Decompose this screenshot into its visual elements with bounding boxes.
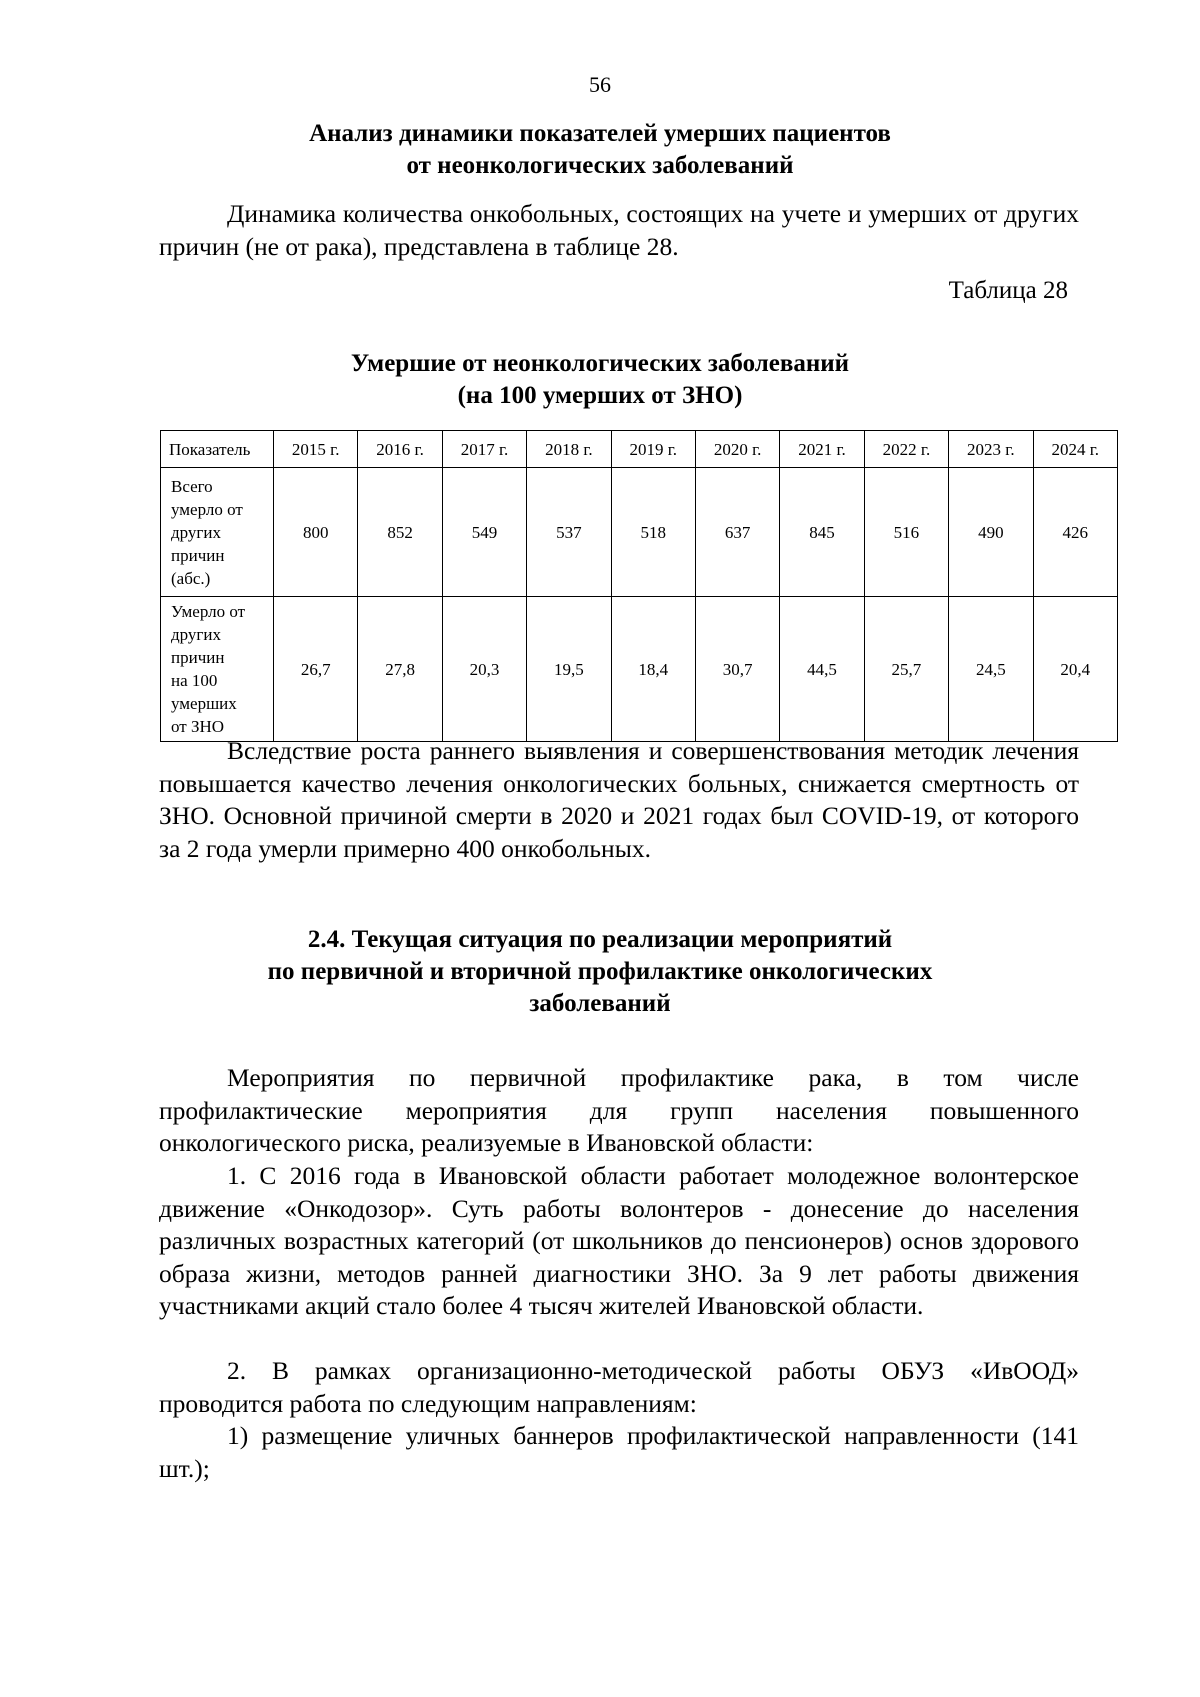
section-title [0,118,1200,182]
table-title-line-2: (на 100 умерших от ЗНО) [457,382,743,409]
cell-absolute-2024: 426 [1033,468,1117,597]
cell-per-100-2021: 44,5 [780,597,864,742]
cell-absolute-2016: 852 [358,468,442,597]
header-cell-2015: 2015 г. [274,431,358,468]
header-cell-2019: 2019 г. [611,431,695,468]
cell-per-100-2022: 25,7 [864,597,948,742]
row-label-line: Умерло от [171,602,246,621]
header-cell-2022: 2022 г. [864,431,948,468]
header-cell-2017: 2017 г. [442,431,526,468]
table-row-per-100 [161,597,1118,742]
row-label-per-100 [161,597,274,742]
cell-per-100-2020: 30,7 [695,597,779,742]
table-title [0,348,1200,412]
sub-item-1: 1) размещение уличных баннеров профилактической направленности (141 шт.); [159,1421,1079,1483]
intro-paragraph: Динамика количества онкобольных, состоящих на учете и умерших от других причин (не от рака), представлена в таблице 28. [159,199,1079,261]
row-label-line: на 100 [171,671,218,690]
cell-absolute-2015: 800 [274,468,358,597]
cell-absolute-2019: 518 [611,468,695,597]
table-row-absolute [161,468,1118,597]
section-title-line-2: от неонкологических заболеваний [406,152,794,179]
row-label-line: причин [171,545,225,565]
header-cell-2024: 2024 г. [1033,431,1117,468]
after-table-paragraph: Вследствие роста раннего выявления и совершенствования методик лечения повышается качество лечения онкологических больных, снижается смертность от ЗНО. Основной причиной смерти в 2020 и 2021 годах был COVID-19, от которого за 2 года умерли примерно 400 онкобольных. [159,736,1079,863]
header-cell-2023: 2023 г. [949,431,1033,468]
header-cell-2020: 2020 г. [695,431,779,468]
data-table [160,430,1118,742]
cell-absolute-2018: 537 [527,468,611,597]
header-cell-2021: 2021 г. [780,431,864,468]
row-label-line: других [171,522,221,542]
section-title-line-1: Анализ динамики показателей умерших пациентов [309,120,891,147]
cell-per-100-2015: 26,7 [274,597,358,742]
header-cell-2018: 2018 г. [527,431,611,468]
section-heading-line-3: заболеваний [529,990,671,1017]
cell-absolute-2017: 549 [442,468,526,597]
row-label-absolute [161,468,274,597]
page-number: 56 [589,72,611,97]
row-label-line: причин [171,648,225,667]
section-heading-line-1: 2.4. Текущая ситуация по реализации мероприятий [307,926,893,953]
row-label-line: умерло от [171,499,243,519]
cell-absolute-2021: 845 [780,468,864,597]
cell-per-100-2016: 27,8 [358,597,442,742]
cell-per-100-2017: 20,3 [442,597,526,742]
row-label-line: (абс.) [171,568,211,588]
section-intro-paragraph: Мероприятия по первичной профилактике рака, в том числе профилактические мероприятия для групп населения повышенного онкологического риска, реализуемые в Ивановской области: [159,1063,1079,1157]
row-label-line: Всего [171,476,213,496]
table-header-row [161,431,1118,468]
header-cell-indicator: Показатель [161,431,274,468]
cell-per-100-2024: 20,4 [1033,597,1117,742]
cell-absolute-2022: 516 [864,468,948,597]
list-item-1: 1. С 2016 года в Ивановской области работает молодежное волонтерское движение «Онкодозор». Суть работы волонтеров - донесение до населения различных возрастных категорий (от школьников до пенсионеров) основ здорового образа жизни, методов ранней диагностики ЗНО. За 9 лет работы движения участниками акций стало более 4 тысяч жителей Ивановской области. [159,1161,1079,1320]
cell-absolute-2020: 637 [695,468,779,597]
cell-absolute-2023: 490 [949,468,1033,597]
row-label-line: умерших [171,694,237,713]
table-number: Таблица 28 [948,277,1068,304]
header-cell-2016: 2016 г. [358,431,442,468]
cell-per-100-2018: 19,5 [527,597,611,742]
table-title-line-1: Умершие от неонкологических заболеваний [350,350,850,377]
row-label-line: от ЗНО [171,717,225,736]
section-heading [0,924,1200,1020]
cell-per-100-2019: 18,4 [611,597,695,742]
section-heading-line-2: по первичной и вторичной профилактике онкологических [267,958,933,985]
row-label-line: других [171,625,221,644]
cell-per-100-2023: 24,5 [949,597,1033,742]
list-item-2: 2. В рамках организационно-методической работы ОБУЗ «ИвООД» проводится работа по следующим направлениям: [159,1356,1079,1418]
